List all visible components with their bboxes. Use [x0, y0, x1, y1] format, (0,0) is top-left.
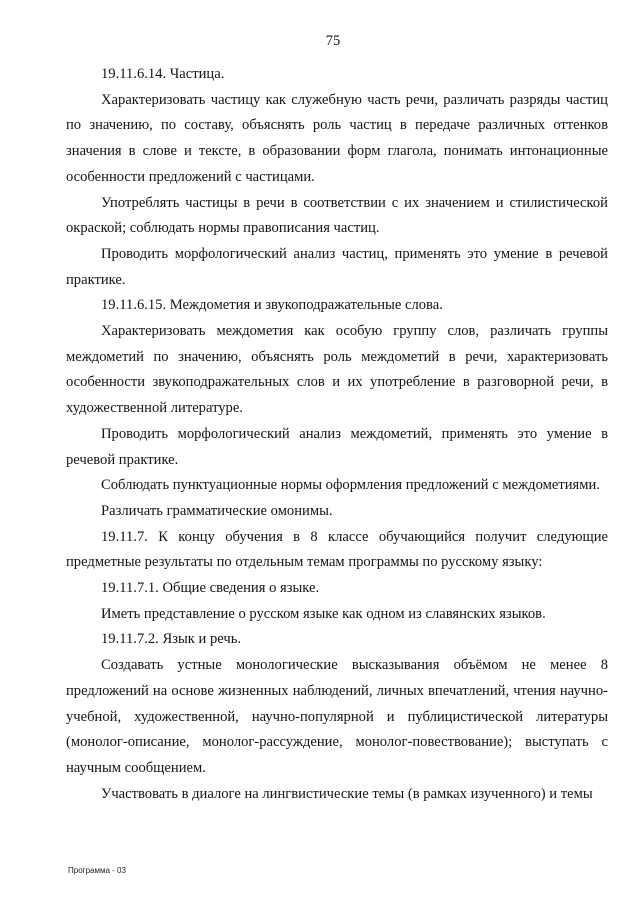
paragraph-particle-characterize: Характеризовать частицу как служебную часть речи, различать разряды частиц по значению, по составу, объяснять роль частиц в передаче различных оттенков значения в слове и тексте, в образовании форм глагола, понимать интонационные особенности предложений с частицами.: [66, 91, 608, 185]
footer-label: Программа - 03: [68, 866, 126, 875]
paragraph-interjections-analysis: Проводить морфологический анализ междометий, применять это умение в речевой практике.: [66, 425, 608, 468]
paragraph-monologue: Создавать устные монологические высказывания объёмом не менее 8 предложений на основе жизненных наблюдений, личных впечатлений, чтения научно-учебной, художественной, научно-популярной и публицистической литературы (монолог-описание, монолог-рассуждение, монолог-повествование); выступать с научным сообщением.: [66, 657, 608, 776]
paragraph-grammatical-homonyms: Различать грамматические омонимы.: [101, 502, 333, 519]
paragraph-particle-usage: Употреблять частицы в речи в соответствии с их значением и стилистической окраской; соблюдать нормы правописания частиц.: [66, 194, 608, 237]
paragraph-interjections-punctuation: Соблюдать пунктуационные нормы оформления предложений с междометиями.: [101, 477, 600, 494]
section-heading-interjections: 19.11.6.15. Междометия и звукоподражательные слова.: [101, 297, 443, 314]
section-heading-language-speech: 19.11.7.2. Язык и речь.: [101, 631, 242, 648]
paragraph-dialogue: Участвовать в диалоге на лингвистические темы (в рамках изученного) и темы: [101, 785, 593, 802]
section-heading-grade-8: 19.11.7. К концу обучения в 8 классе обучающийся получит следующие предметные результаты по отдельным темам программы по русскому языку:: [66, 528, 608, 571]
section-heading-general-info: 19.11.7.1. Общие сведения о языке.: [101, 580, 320, 597]
section-heading-particle: 19.11.6.14. Частица.: [101, 66, 225, 82]
paragraph-interjections-characterize: Характеризовать междометия как особую группу слов, различать группы междометий по значению, объяснять роль междометий в речи, характеризовать особенности звукоподражательных слов и их употребление в разговорной речи, в художественной литературе.: [66, 323, 608, 417]
document-body: [66, 62, 608, 807]
page-number: 75: [325, 33, 341, 49]
paragraph-slavic-languages: Иметь представление о русском языке как одном из славянских языков.: [101, 605, 546, 622]
paragraph-particle-analysis: Проводить морфологический анализ частиц, применять это умение в речевой практике.: [66, 245, 608, 288]
